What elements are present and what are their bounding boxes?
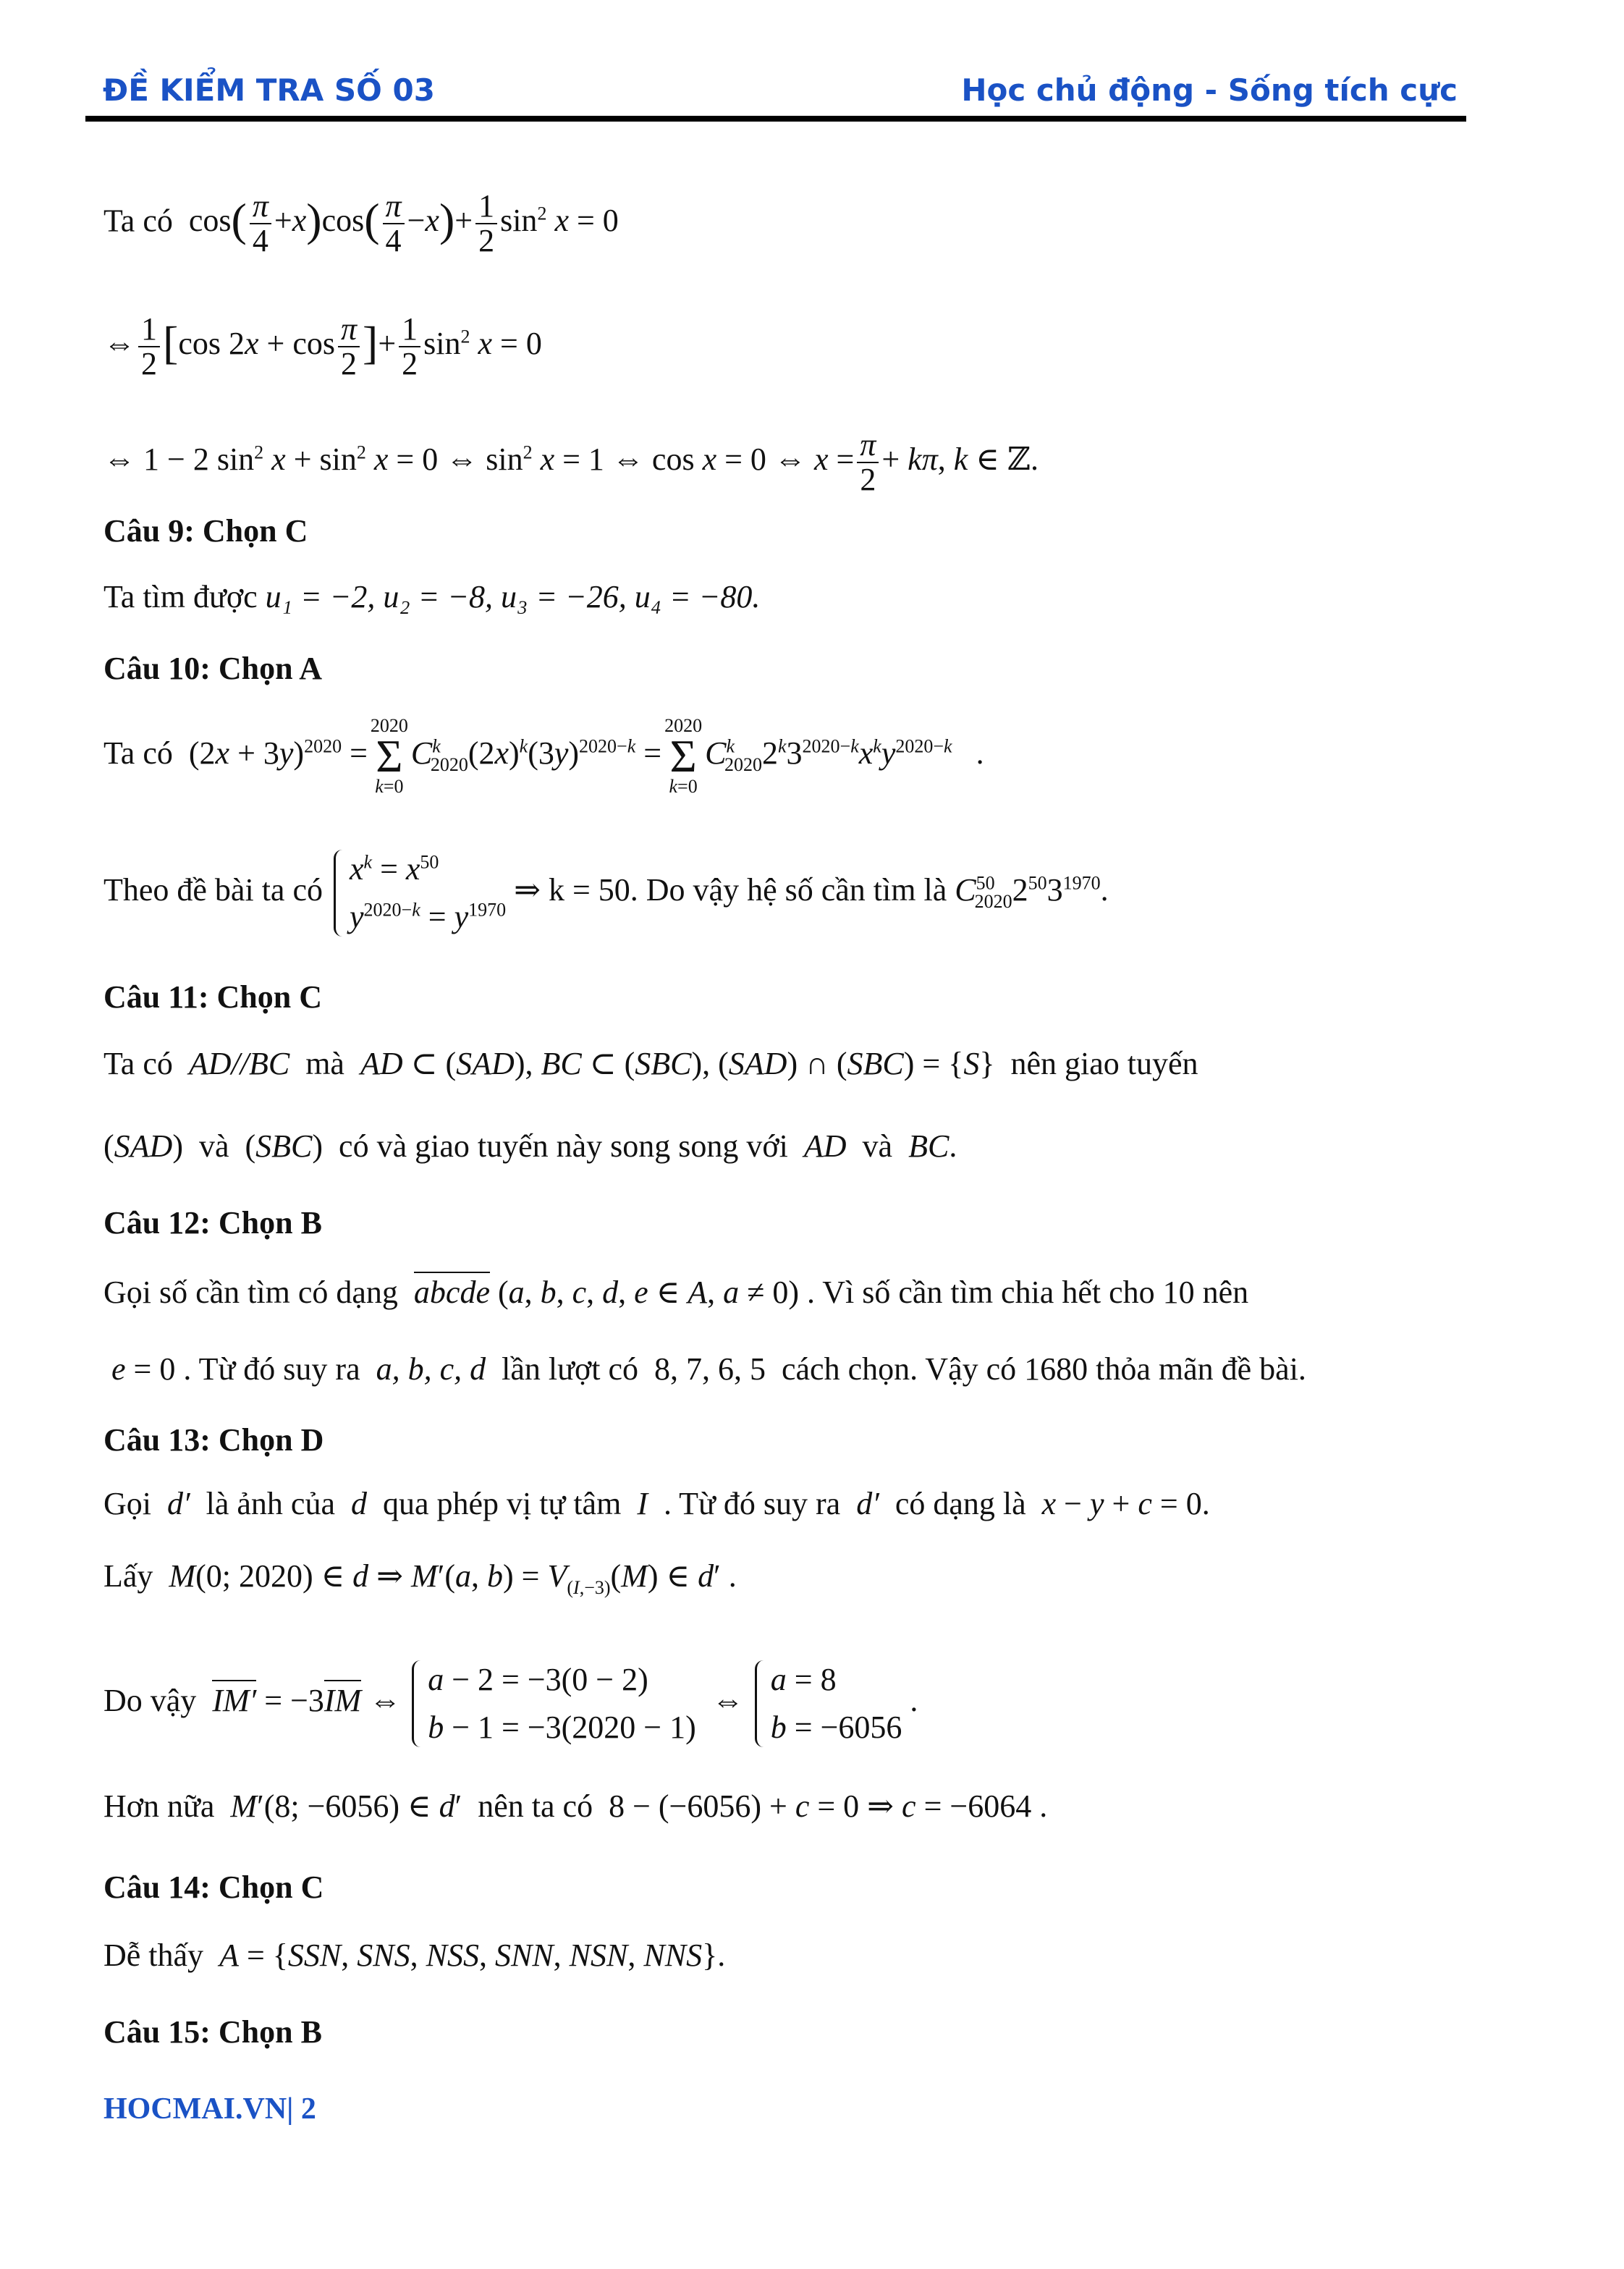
question-9-heading: Câu 9: Chọn C bbox=[103, 513, 308, 549]
question-15-heading: Câu 15: Chọn B bbox=[103, 2014, 322, 2050]
question-9-answer: Ta tìm được u₁ = −2, u₂ = −8, u₃ = −26, u₄ = −80. bbox=[103, 579, 761, 614]
page-header bbox=[85, 72, 1465, 116]
page-footer: HOCMAI.VN| 2 bbox=[103, 2092, 316, 2126]
question-12-heading: Câu 12: Chọn B bbox=[103, 1205, 322, 1241]
exam-title: ĐỀ KIỂM TRA SỐ 03 bbox=[103, 72, 435, 108]
question-11-line-1: Ta có AD//BC mà AD ⊂ (SAD), BC ⊂ (SBC), (SAD) ∩ (SBC) = {S} nên giao tuyến bbox=[103, 1046, 1198, 1081]
header-rule bbox=[85, 116, 1466, 122]
question-11-heading: Câu 11: Chọn C bbox=[103, 979, 322, 1015]
question-14-line-1: Dễ thấy A = {SSN, SNS, NSS, SNN, NSN, NNS}. bbox=[103, 1938, 726, 1973]
equation-line-2: ⇔ $\frac{1}{2}$ [cos 2x + cos $\frac{\pi}{2}$ ]+ $\frac{1}{2}$ $\sin^2 x = 0$ bbox=[103, 311, 542, 382]
question-13-line-4: Hơn nữa M′(8; −6056) ∈ d′ nên ta có 8 − (−6056) + c = 0 ⇒ c = −6064 . bbox=[103, 1788, 1048, 1824]
question-13-line-3: Do vậy IM′ = −3IM ⇔ a − 2 = −3(0 − 2) b − 1 = −3(2020 − 1) ⇔ a = 8 b = −6056 . bbox=[103, 1656, 918, 1752]
question-10-system: Theo đề bài ta có $x^k = x^{50}$ $y^{2020-k} = y^{1970}$ ⇒ k = 50. Do vậy hệ số cần tìm là $C^{50}_{2020}2^{50}3^{1970}$. bbox=[103, 845, 1109, 941]
question-13-line-1: Gọi d′ là ảnh của d qua phép vị tự tâm I . Từ đó suy ra d′ có dạng là x − y + c = 0. bbox=[103, 1486, 1210, 1521]
equation-line-1: Ta có cos( $\frac{\pi}{4}$ +x)cos( $\frac{\pi}{4}$ −x)+ $\frac{1}{2}$ $\sin^2 x = 0$ bbox=[103, 188, 619, 259]
slogan: Học chủ động - Sống tích cực bbox=[961, 72, 1458, 108]
equation-line-3: ⇔ 1 − 2 $\sin^2 x + \sin^2 x = 0$ ⇔ $\sin^2 x = 1$ ⇔ cos x = 0 ⇔ x = $\frac{\pi}{2}$ + kπ, k ∈ ℤ. bbox=[103, 427, 1039, 498]
question-13-heading: Câu 13: Chọn D bbox=[103, 1422, 324, 1458]
question-12-line-2: e = 0 . Từ đó suy ra a, b, c, d lần lượt có 8, 7, 6, 5 cách chọn. Vậy có 1680 thỏa mãn đề bài. bbox=[111, 1351, 1306, 1387]
question-14-heading: Câu 14: Chọn C bbox=[103, 1869, 324, 1905]
question-12-line-1: Gọi số cần tìm có dạng abcde (a, b, c, d, e ∈ A, a ≠ 0) . Vì số cần tìm chia hết cho 10 nên bbox=[103, 1277, 1248, 1309]
question-10-heading: Câu 10: Chọn A bbox=[103, 651, 322, 686]
question-10-expansion: Ta có $(2x + 3y)^{2020}$ = 2020 Σ k=0 $C^k_{2020}(2x)^k(3y)^{2020-k}$ = 2020 Σ k=0 $C^k_{2020}2^k3^{2020-k}x^ky^{2020-k}$ . bbox=[103, 715, 984, 797]
question-13-line-2: Lấy M(0; 2020) ∈ d ⇒ M′(a, $b) = V_{(I,-3)}(M)$ ∈ d′ . bbox=[103, 1558, 737, 1598]
question-11-line-2: (SAD) và (SBC) có và giao tuyến này song song với AD và BC. bbox=[103, 1128, 957, 1164]
